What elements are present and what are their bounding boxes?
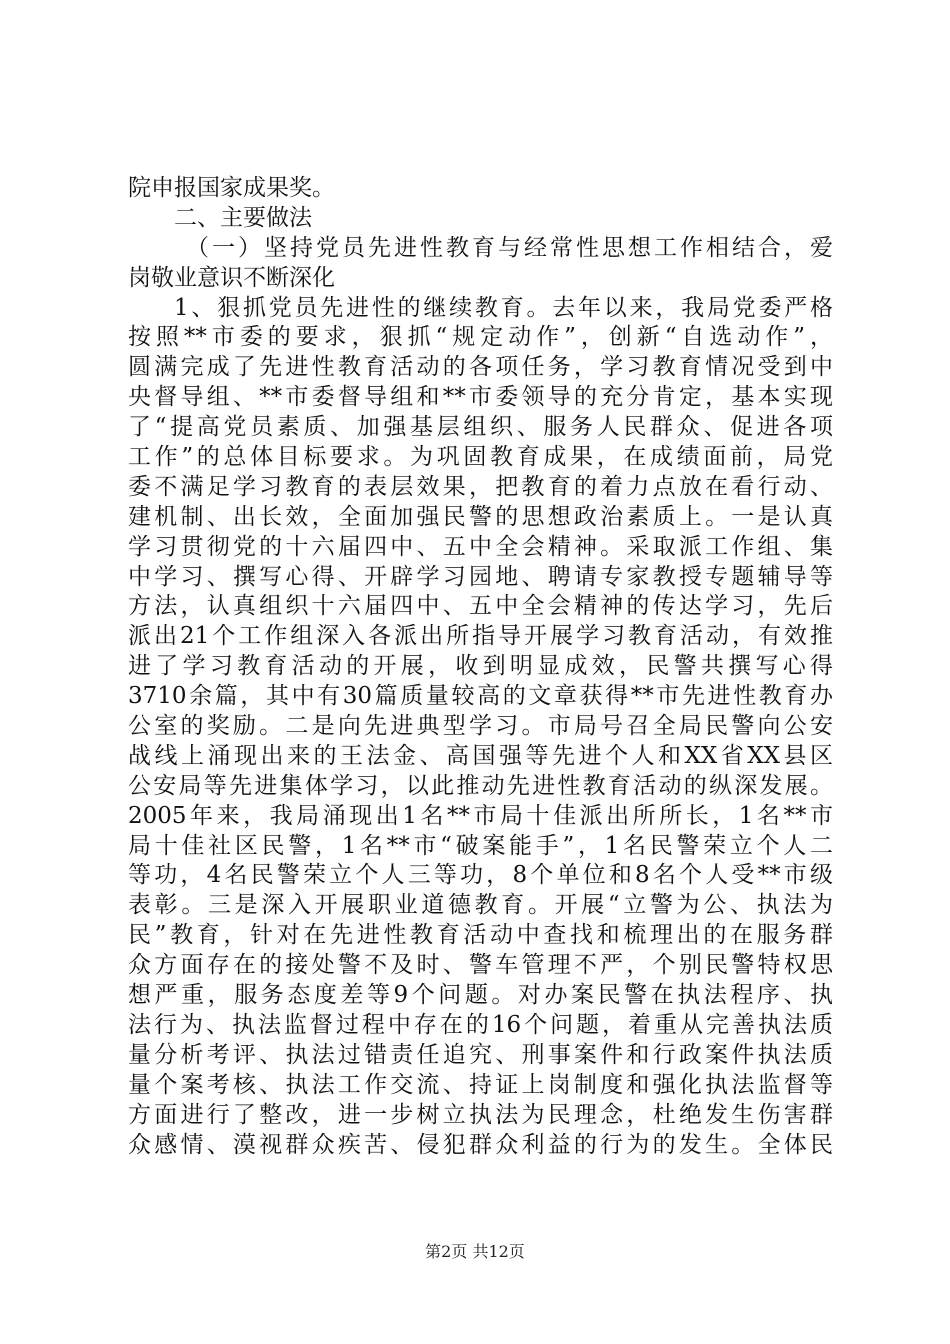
paragraph-line: 了“提高党员素质、加强基层组织、服务人民群众、促进各项	[128, 414, 833, 441]
paragraph-line: 3710余篇，其中有30篇质量较高的文章获得**市先进性教育办	[128, 683, 833, 710]
paragraph-line: 等功，4名民警荣立个人三等功，8个单位和8名个人受**市级	[128, 862, 833, 889]
paragraph-line: 委不满足学习教育的表层效果，把教育的着力点放在看行动、	[128, 473, 833, 500]
paragraph-line: 进了学习教育活动的开展，收到明显成效，民警共撰写心得	[128, 653, 833, 680]
subsection-heading: （一）坚持党员先进性教育与经常性思想工作相结合，爱	[186, 234, 833, 261]
paragraph-line: 方法，认真组织十六届四中、五中全会精神的传达学习，先后	[128, 593, 833, 620]
paragraph-line: 众感情、漠视群众疾苦、侵犯群众利益的行为的发生。全体民	[128, 1131, 833, 1158]
paragraph-line: 众方面存在的接处警不及时、警车管理不严，个别民警特权思	[128, 952, 833, 979]
paragraph-line: 2005年来，我局涌现出1名**市局十佳派出所所长，1名**市	[128, 802, 833, 829]
subsection-heading-continued: 岗敬业意识不断深化	[128, 264, 335, 291]
paragraph-line: 量个案考核、执法工作交流、持证上岗制度和强化执法监督等	[128, 1071, 833, 1098]
paragraph-line: 按照**市委的要求，狠抓“规定动作”，创新“自选动作”，	[128, 324, 833, 351]
paragraph-line: 中学习、撰写心得、开辟学习园地、聘请专家教授专题辅导等	[128, 563, 833, 590]
paragraph-line: 派出21个工作组深入各派出所指导开展学习教育活动，有效推	[128, 623, 833, 650]
paragraph-line: 学习贯彻党的十六届四中、五中全会精神。采取派工作组、集	[128, 533, 833, 560]
paragraph-line: 公室的奖励。二是向先进典型学习。市局号召全局民警向公安	[128, 713, 833, 740]
page-number-footer: 第2页 共12页	[425, 1242, 525, 1261]
paragraph-line: 表彰。三是深入开展职业道德教育。开展“立警为公、执法为	[128, 892, 833, 919]
paragraph-line: 想严重，服务态度差等9个问题。对办案民警在执法程序、执	[128, 982, 833, 1009]
paragraph-line: 战线上涌现出来的王法金、高国强等先进个人和XX省XX县区	[128, 742, 833, 769]
paragraph-line: 央督导组、**市委督导组和**市委领导的充分肯定，基本实现	[128, 384, 833, 411]
paragraph-line: 圆满完成了先进性教育活动的各项任务，学习教育情况受到中	[128, 354, 833, 381]
paragraph-line: 民”教育，针对在先进性教育活动中查找和梳理出的在服务群	[128, 922, 833, 949]
paragraph-line: 建机制、出长效，全面加强民警的思想政治素质上。一是认真	[128, 503, 833, 530]
paragraph-line: 工作”的总体目标要求。为巩固教育成果，在成绩面前，局党	[128, 444, 833, 471]
paragraph-line: 局十佳社区民警，1名**市“破案能手”，1名民警荣立个人二	[128, 832, 833, 859]
paragraph-line: 量分析考评、执法过错责任追究、刑事案件和行政案件执法质	[128, 1041, 833, 1068]
paragraph-line: 公安局等先进集体学习，以此推动先进性教育活动的纵深发展。	[128, 772, 833, 799]
paragraph-line: 法行为、执法监督过程中存在的16个问题，着重从完善执法质	[128, 1011, 833, 1038]
paragraph-line: 方面进行了整改，进一步树立执法为民理念，杜绝发生伤害群	[128, 1101, 833, 1128]
paragraph-line: 1、狠抓党员先进性的继续教育。去年以来，我局党委严格	[174, 294, 833, 321]
body-text	[128, 174, 833, 1160]
paragraph-line: 院申报国家成果奖。	[128, 175, 335, 201]
section-heading: 二、主要做法	[174, 204, 312, 231]
